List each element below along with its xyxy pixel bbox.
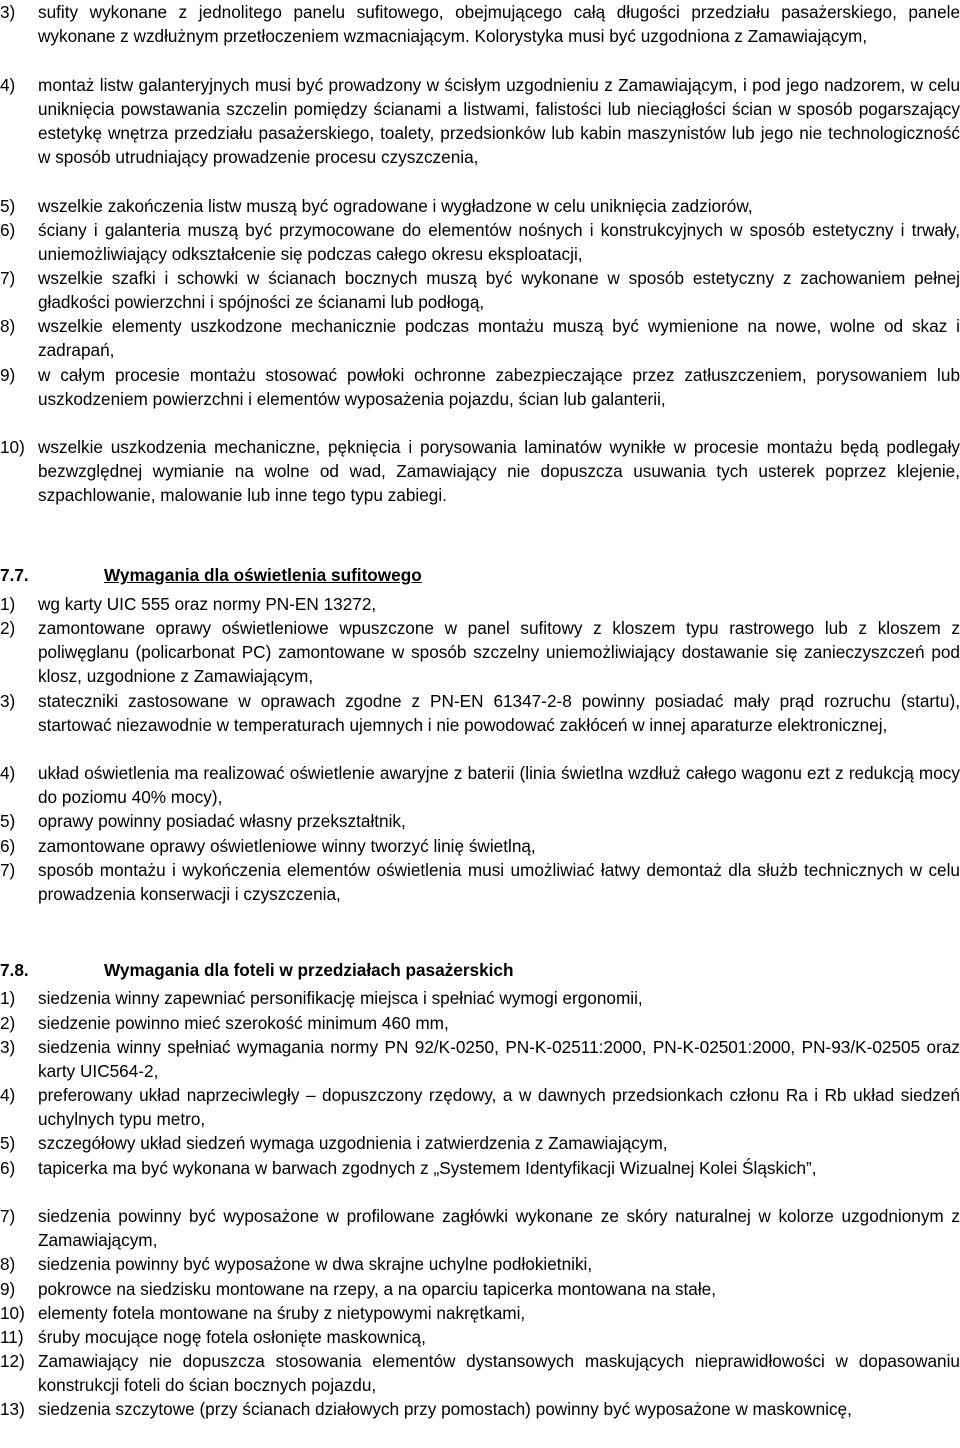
item-number: 7)	[0, 859, 16, 880]
item-number: 8)	[0, 1254, 16, 1274]
item-text: wszelkie elementy uszkodzone mechanicznie podczas montażu muszą być wymienione na nowe, wolne od skaz i zadrapań,	[38, 316, 960, 361]
item-number: 7)	[0, 1206, 16, 1226]
section-title: Wymagania dla foteli w przedziałach pasażerskich	[104, 960, 514, 980]
item-number: 10)	[0, 437, 25, 457]
item-number: 12)	[0, 1351, 25, 1371]
item-number: 1)	[0, 988, 16, 1008]
item-number: 2)	[0, 618, 16, 638]
section-title: Wymagania dla oświetlenia sufitowego	[104, 565, 422, 585]
item-number: 6)	[0, 835, 16, 856]
item-number: 13)	[0, 1399, 25, 1419]
item-text: ściany i galanteria muszą być przymocowane do elementów nośnych i konstrukcyjnych w sposób estetyczny i trwały, uniemożliwiający odkształcenie się podczas całego okresu eksploatacji,	[38, 219, 960, 264]
item-text: wszelkie uszkodzenia mechaniczne, pęknięcia i porysowania laminatów wynikłe w procesie montażu będą podlegały bezwzględnej wymianie na wolne od wad, Zamawiający nie dopuszcza usuwania tych usterek poprzez klejenie, szpachlowanie, malowanie lub inne tego typu zabiegi.	[38, 437, 960, 506]
item-number: 3)	[0, 690, 16, 711]
item-number: 4)	[0, 1085, 16, 1105]
item-number: 8)	[0, 316, 16, 336]
item-text: siedzenia szczytowe (przy ścianach działowych przy pomostach) powinny być wyposażone w maskownicę,	[38, 1399, 852, 1419]
item-text: preferowany układ naprzeciwległy – dopuszczony rzędowy, a w dawnych przedsionkach członu Ra i Rb układ siedzeń uchylnych typu metro,	[38, 1085, 960, 1130]
item-number: 10)	[0, 1302, 25, 1323]
item-number: 9)	[0, 1278, 16, 1299]
item-text: wszelkie szafki i schowki w ścianach bocznych muszą być wykonane w sposób estetyczny z zachowaniem pełnej gładkości powierzchni i spójności ze ścianami lub podłogą,	[38, 268, 960, 313]
item-text: zamontowane oprawy oświetleniowe winny tworzyć linię świetlną,	[38, 835, 536, 856]
item-text: w całym procesie montażu stosować powłoki ochronne zabezpieczające przez zatłuszczeniem, porysowaniem lub uszkodzeniem powierzchni i elementów wyposażenia pojazdu, ścian lub galanterii,	[38, 364, 960, 409]
item-text: wg karty UIC 555 oraz normy PN-EN 13272,	[38, 594, 377, 614]
item-text: tapicerka ma być wykonana w barwach zgodnych z „Systemem Identyfikacji Wizualnej Kolei Śląskich”,	[38, 1157, 817, 1178]
item-number: 4)	[0, 74, 16, 95]
item-text: stateczniki zastosowane w oprawach zgodne z PN-EN 61347-2-8 powinny posiadać mały prąd rozruchu (startu), startować niezawodnie w temperaturach ujemnych i nie powodować zakłóceń w innej aparaturze elektronicznej,	[38, 690, 960, 735]
item-text: wszelkie zakończenia listw muszą być ogradowane i wygładzone w celu uniknięcia zadziorów,	[38, 195, 753, 216]
item-text: sufity wykonane z jednolitego panelu sufitowego, obejmującego całą długości przedziału pasażerskiego, panele wykonane z wzdłużnym przetłoczeniem wzmacniającym. Kolorystyka musi być uzgodniona z Zamawiającym,	[38, 2, 960, 47]
item-number: 5)	[0, 811, 16, 831]
item-text: siedzenia winny spełniać wymagania normy PN 92/K-0250, PN-K-02511:2000, PN-K-02501:2000, PN-93/K-02505 oraz karty UIC564-2,	[38, 1036, 960, 1081]
item-number: 9)	[0, 364, 16, 385]
item-text: Zamawiający nie dopuszcza stosowania elementów dystansowych maskujących nieprawidłowości w dopasowaniu konstrukcji foteli do ścian bocznych pojazdu,	[38, 1351, 960, 1396]
item-text: pokrowce na siedzisku montowane na rzepy, a na oparciu tapicerka montowana na stałe,	[38, 1278, 717, 1299]
item-text: śruby mocujące nogę fotela osłonięte maskownicą,	[38, 1326, 426, 1347]
item-number: 11)	[0, 1326, 24, 1347]
item-number: 3)	[0, 1036, 16, 1057]
item-text: siedzenia winny zapewniać personifikację miejsca i spełniać wymogi ergonomii,	[38, 988, 643, 1008]
item-number: 7)	[0, 268, 16, 288]
item-text: zamontowane oprawy oświetleniowe wpuszczone w panel sufitowy z kloszem typu rastrowego lub z kloszem z poliwęglanu (policarbonat PC) zamontowane w sposób szczelny uniemożliwiający dostawanie się zanieczyszczeń pod klosz, uzgodnione z Zamawiającym,	[38, 618, 960, 687]
item-text: sposób montażu i wykończenia elementów oświetlenia musi umożliwiać łatwy demontaż dla służb technicznych w celu prowadzenia konserwacji i czyszczenia,	[38, 859, 960, 904]
item-text: układ oświetlenia ma realizować oświetlenie awaryjne z baterii (linia świetlna wzdłuż całego wagonu ezt z redukcją mocy do poziomu 40% mocy),	[38, 763, 960, 808]
item-text: siedzenie powinno mieć szerokość minimum 460 mm,	[38, 1012, 449, 1033]
item-text: elementy fotela montowane na śruby z nietypowymi nakrętkami,	[38, 1302, 526, 1323]
section-number: 7.8.	[0, 960, 29, 980]
item-text: siedzenia powinny być wyposażone w profilowane zagłówki wykonane ze skóry naturalnej w kolorze uzgodnionym z Zamawiającym,	[38, 1206, 960, 1251]
section-number: 7.7.	[0, 565, 29, 585]
item-number: 6)	[0, 219, 16, 240]
item-number: 5)	[0, 1133, 16, 1153]
item-text: szczegółowy układ siedzeń wymaga uzgodnienia i zatwierdzenia z Zamawiającym,	[38, 1133, 668, 1153]
item-text: siedzenia powinny być wyposażone w dwa skrajne uchylne podłokietniki,	[38, 1254, 593, 1274]
item-number: 5)	[0, 195, 16, 216]
item-number: 4)	[0, 763, 16, 783]
item-number: 1)	[0, 594, 16, 614]
item-number: 6)	[0, 1157, 16, 1178]
item-text: montaż listw galanteryjnych musi być prowadzony w ścisłym uzgodnieniu z Zamawiającym, i pod jego nadzorem, w celu uniknięcia powstawania szczelin pomiędzy ścianami a listwami, falistości lub nieciągłości ścian w sposób pogarszający estetykę wnętrza przedziału pasażerskiego, toalety, przedsionków lub kabin maszynistów lub jego nie technologiczność w sposób utrudniający prowadzenie procesu czyszczenia,	[38, 74, 960, 167]
item-number: 3)	[0, 2, 16, 22]
item-text: oprawy powinny posiadać własny przekształtnik,	[38, 811, 406, 831]
item-number: 2)	[0, 1012, 16, 1033]
